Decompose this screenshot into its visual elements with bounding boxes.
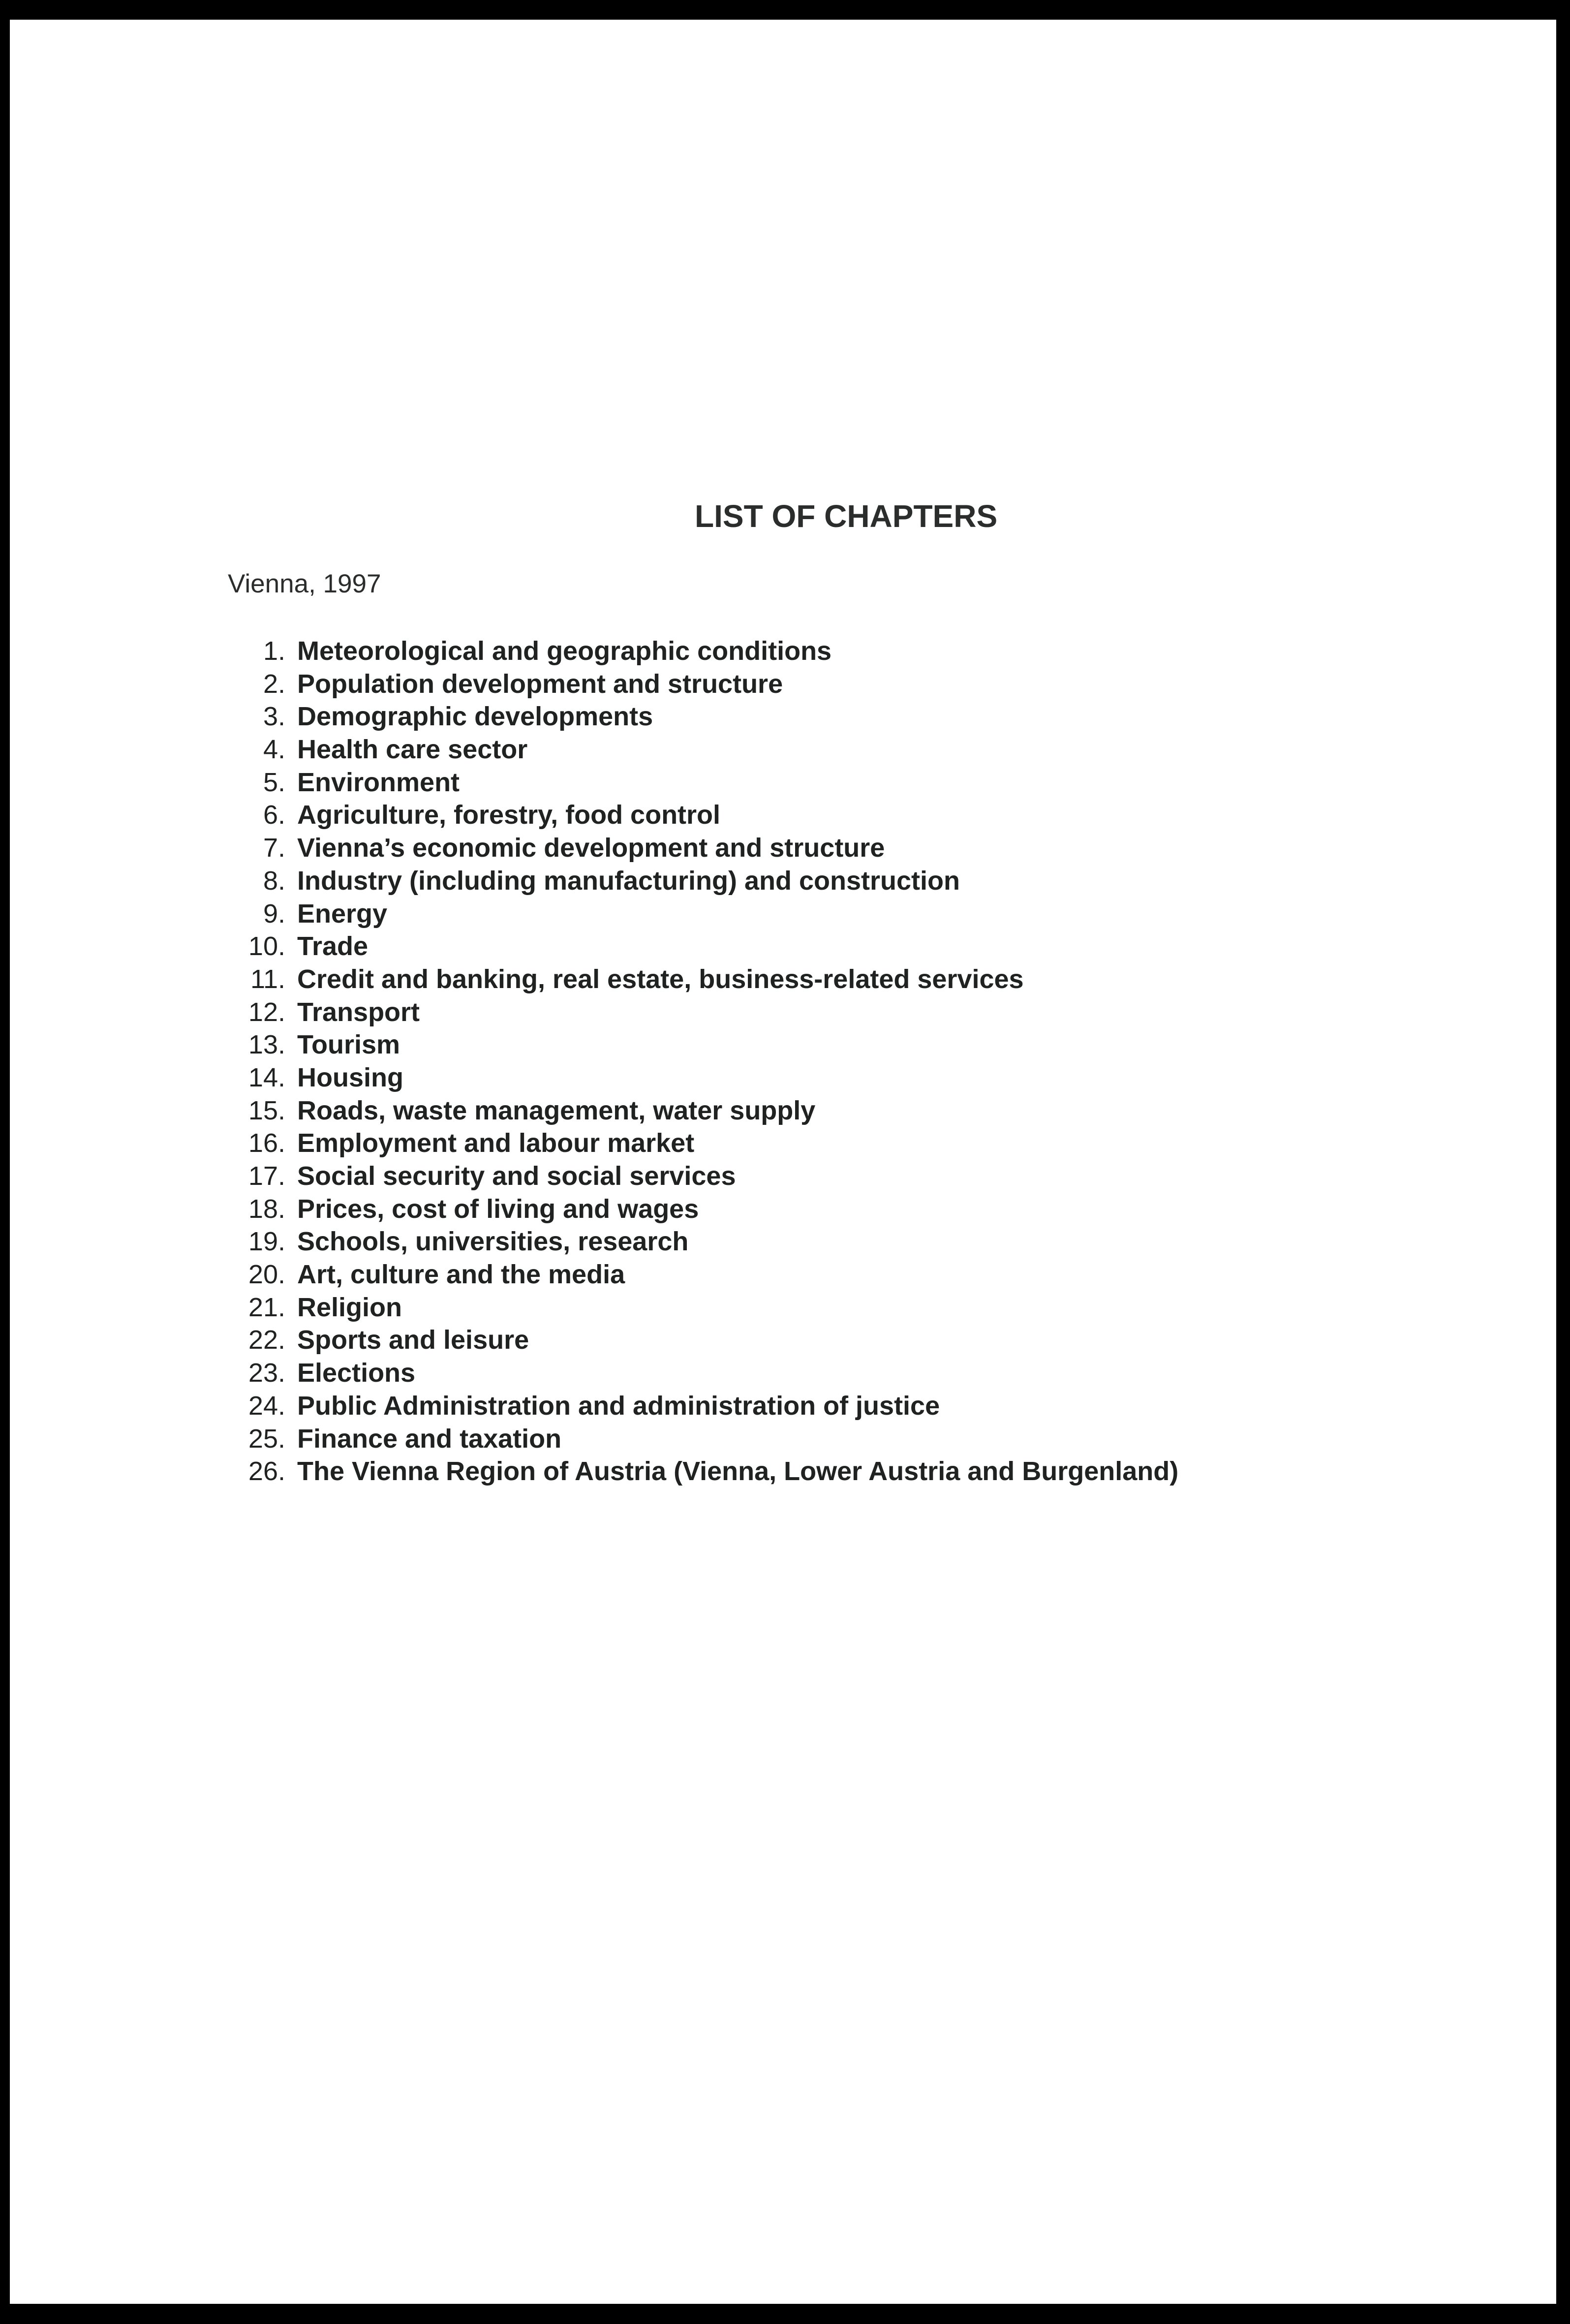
chapter-number: 26. xyxy=(248,1456,285,1487)
chapter-label: Tourism xyxy=(297,1030,400,1060)
chapter-number: 16. xyxy=(248,1128,285,1158)
chapter-item xyxy=(226,1160,1178,1193)
chapter-item xyxy=(226,1094,1178,1127)
chapter-label: Environment xyxy=(297,767,460,797)
chapter-list xyxy=(226,635,1178,1488)
chapter-label: Schools, universities, research xyxy=(297,1227,689,1257)
chapter-number: 15. xyxy=(248,1095,285,1125)
chapter-item xyxy=(226,700,1178,733)
chapter-label: Religion xyxy=(297,1292,402,1322)
chapter-item xyxy=(226,1127,1178,1160)
chapter-item xyxy=(226,1390,1178,1423)
chapter-number: 18. xyxy=(248,1194,285,1224)
chapter-label: Trade xyxy=(297,931,369,961)
chapter-number: 4. xyxy=(263,735,285,765)
chapter-item xyxy=(226,1455,1178,1488)
chapter-label: Finance and taxation xyxy=(297,1424,562,1454)
chapter-number: 10. xyxy=(248,931,285,961)
chapter-item xyxy=(226,832,1178,865)
chapter-number: 19. xyxy=(248,1227,285,1257)
page-subtitle: Vienna, 1997 xyxy=(228,569,381,598)
chapter-number: 12. xyxy=(248,997,285,1027)
chapter-number: 17. xyxy=(248,1161,285,1191)
chapter-item xyxy=(226,668,1178,701)
chapter-label: Art, culture and the media xyxy=(297,1260,625,1290)
chapter-number: 13. xyxy=(248,1030,285,1060)
chapter-label: Agriculture, forestry, food control xyxy=(297,800,721,830)
chapter-number: 20. xyxy=(248,1260,285,1290)
chapter-label: Meteorological and geographic conditions xyxy=(297,636,832,666)
chapter-number: 3. xyxy=(263,702,285,732)
chapter-number: 7. xyxy=(263,833,285,863)
chapter-label: Vienna’s economic development and structure xyxy=(297,833,885,863)
chapter-number: 24. xyxy=(248,1391,285,1421)
chapter-number: 11. xyxy=(250,964,285,994)
chapter-label: Transport xyxy=(297,997,420,1027)
chapter-label: Housing xyxy=(297,1062,403,1092)
chapter-item xyxy=(226,963,1178,996)
chapter-number: 5. xyxy=(263,767,285,797)
chapter-number: 2. xyxy=(263,669,285,699)
chapter-label: Population development and structure xyxy=(297,669,783,699)
page-title: LIST OF CHAPTERS xyxy=(695,498,998,534)
chapter-item xyxy=(226,898,1178,930)
document-page xyxy=(10,20,1556,2304)
chapter-item xyxy=(226,1324,1178,1357)
chapter-number: 9. xyxy=(263,899,285,929)
chapter-label: Prices, cost of living and wages xyxy=(297,1194,699,1224)
chapter-number: 8. xyxy=(263,866,285,896)
chapter-label: Health care sector xyxy=(297,735,528,765)
chapter-label: Employment and labour market xyxy=(297,1128,695,1158)
chapter-item xyxy=(226,1258,1178,1291)
chapter-label: The Vienna Region of Austria (Vienna, Lower Austria and Burgenland) xyxy=(297,1456,1179,1487)
chapter-label: Public Administration and administration of justice xyxy=(297,1391,940,1421)
chapter-item xyxy=(226,635,1178,668)
chapter-label: Roads, waste management, water supply xyxy=(297,1095,816,1125)
chapter-label: Credit and banking, real estate, business-related services xyxy=(297,964,1024,994)
chapter-item xyxy=(226,799,1178,832)
chapter-label: Social security and social services xyxy=(297,1161,736,1191)
chapter-label: Energy xyxy=(297,899,388,929)
chapter-item xyxy=(226,1028,1178,1061)
chapter-item xyxy=(226,996,1178,1029)
chapter-number: 23. xyxy=(248,1358,285,1388)
chapter-item xyxy=(226,1193,1178,1226)
chapter-item xyxy=(226,1225,1178,1258)
chapter-item xyxy=(226,1357,1178,1390)
chapter-item xyxy=(226,733,1178,766)
chapter-item xyxy=(226,1423,1178,1456)
chapter-label: Sports and leisure xyxy=(297,1325,529,1355)
chapter-number: 1. xyxy=(263,636,285,666)
chapter-number: 6. xyxy=(263,800,285,830)
chapter-number: 22. xyxy=(248,1325,285,1355)
chapter-number: 14. xyxy=(248,1062,285,1092)
chapter-label: Elections xyxy=(297,1358,416,1388)
chapter-label: Demographic developments xyxy=(297,702,653,732)
chapter-number: 25. xyxy=(248,1424,285,1454)
chapter-item xyxy=(226,865,1178,898)
chapter-item xyxy=(226,1291,1178,1324)
chapter-item xyxy=(226,1061,1178,1094)
chapter-item xyxy=(226,930,1178,963)
chapter-label: Industry (including manufacturing) and construction xyxy=(297,866,960,896)
chapter-number: 21. xyxy=(248,1292,285,1322)
chapter-item xyxy=(226,766,1178,799)
